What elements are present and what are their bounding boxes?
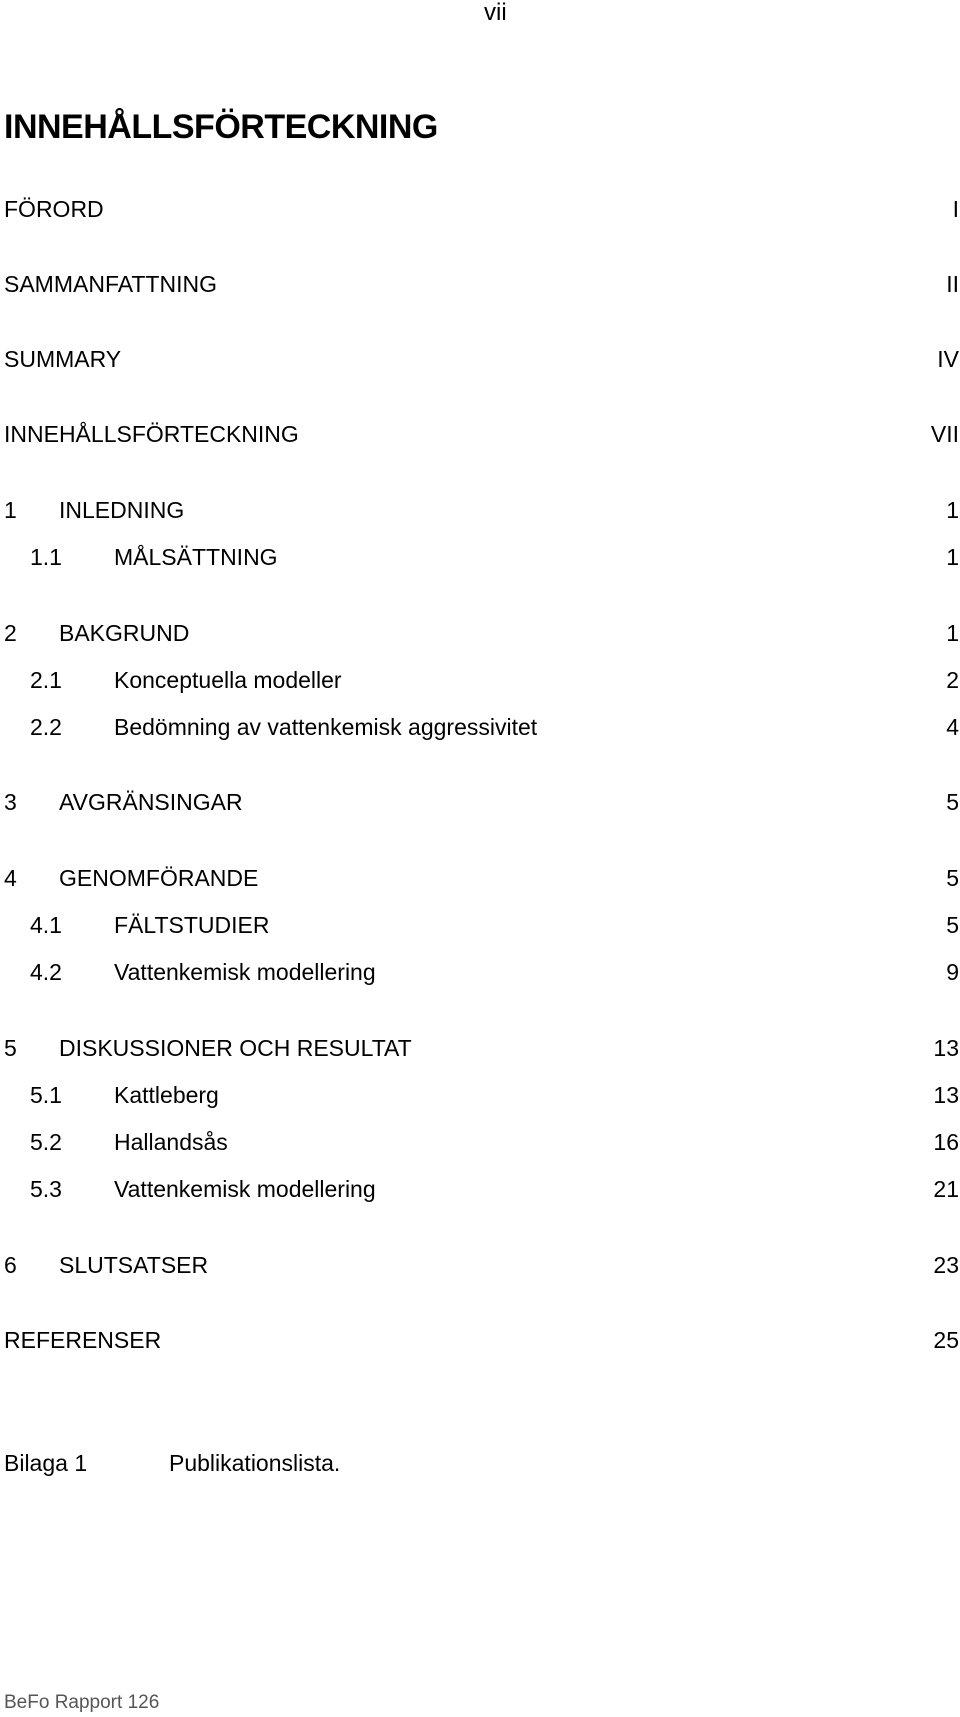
toc-title: INNEHÅLLSFÖRTECKNING [4,108,438,146]
toc-entry-referenser[interactable] [4,1324,959,1356]
toc-entry-number: 2 [4,620,17,646]
toc-entry-number: 3 [4,789,17,815]
toc-entry-label: Hallandsås [114,1129,228,1155]
toc-entry-page: 2 [946,667,959,693]
toc-entry-section-2-1[interactable] [4,664,959,696]
toc-entry-page: 23 [933,1252,959,1278]
toc-entry-label: Vattenkemisk modellering [114,1176,376,1202]
toc-entry-number: 6 [4,1252,17,1278]
toc-entry-page: II [946,271,959,297]
toc-entry-page: 1 [946,544,959,570]
toc-entry-section-4-2[interactable] [4,956,959,988]
toc-entry-page: 16 [933,1129,959,1155]
toc-entry-page: 13 [933,1035,959,1061]
toc-entry-section-5-3[interactable] [4,1173,959,1205]
toc-entry-number: 1.1 [30,544,62,570]
toc-entry-section-2-2[interactable] [4,711,959,743]
toc-entry-number: 5.2 [30,1129,62,1155]
toc-entry-label: INNEHÅLLSFÖRTECKNING [4,421,299,447]
toc-entry-label: Bedömning av vattenkemisk aggressivitet [114,714,538,740]
toc-entry-number: 4.2 [30,959,62,985]
toc-entry-page: 5 [946,912,959,938]
toc-entry-chapter-3[interactable] [4,786,959,818]
toc-entry-number: 4.1 [30,912,62,938]
toc-entry-label: MÅLSÄTTNING [114,544,278,570]
toc-entry-page: 1 [946,497,959,523]
toc-entry-page: 4 [946,714,959,740]
toc-entry-number: 1 [4,497,17,523]
toc-entry-label: Kattleberg [114,1082,219,1108]
toc-entry-chapter-6[interactable] [4,1249,959,1281]
toc-entry-number: 5.3 [30,1176,62,1202]
toc-entry-number: 4 [4,865,17,891]
toc-entry-label: Vattenkemisk modellering [114,959,376,985]
toc-entry-chapter-2[interactable] [4,617,959,649]
toc-entry-chapter-4[interactable] [4,862,959,894]
toc-entry-number: 2.2 [30,714,62,740]
toc-entry-page: 5 [946,865,959,891]
toc-entry-chapter-1[interactable] [4,494,959,526]
appendix-label: Bilaga 1 [4,1450,88,1476]
toc-entry-page: VII [930,421,959,447]
toc-entry-page: IV [937,346,959,372]
toc-entry-section-5-2[interactable] [4,1126,959,1158]
toc-entry-label: BAKGRUND [59,620,190,646]
toc-entry-summary[interactable] [4,343,959,375]
toc-entry-section-4-1[interactable] [4,909,959,941]
toc-entry-page: 5 [946,789,959,815]
toc-entry-label: FÖRORD [4,196,104,222]
toc-entry-section-5-1[interactable] [4,1079,959,1111]
toc-entry-label: INLEDNING [59,497,185,523]
toc-entry-forord[interactable] [4,193,959,225]
toc-entry-page: 1 [946,620,959,646]
toc-entry-innehallsforteckning[interactable] [4,418,959,450]
toc-entry-number: 2.1 [30,667,62,693]
toc-entry-label: SUMMARY [4,346,122,372]
toc-entry-number: 5.1 [30,1082,62,1108]
toc-entry-page: 25 [933,1327,959,1353]
toc-entry-sammanfattning[interactable] [4,268,959,300]
toc-entry-label: REFERENSER [4,1327,162,1353]
toc-entry-label: GENOMFÖRANDE [59,865,259,891]
toc-entry-label: SLUTSATSER [59,1252,209,1278]
toc-entry-label: FÄLTSTUDIER [114,912,270,938]
toc-entry-label: SAMMANFATTNING [4,271,217,297]
toc-entry-number: 5 [4,1035,17,1061]
toc-entry-section-1-1[interactable] [4,541,959,573]
appendix-title: Publikationslista. [169,1450,341,1476]
toc-entry-label: Konceptuella modeller [114,667,342,693]
footer-report-name: BeFo Rapport 126 [4,1692,160,1713]
toc-entry-label: AVGRÄNSINGAR [59,789,243,815]
toc-entry-page: I [952,196,959,222]
toc-entry-page: 13 [933,1082,959,1108]
toc-entry-page: 21 [933,1176,959,1202]
toc-entry-label: DISKUSSIONER OCH RESULTAT [59,1035,412,1061]
toc-entry-page: 9 [946,959,959,985]
page-number: vii [484,0,507,26]
toc-entry-chapter-5[interactable] [4,1032,959,1064]
